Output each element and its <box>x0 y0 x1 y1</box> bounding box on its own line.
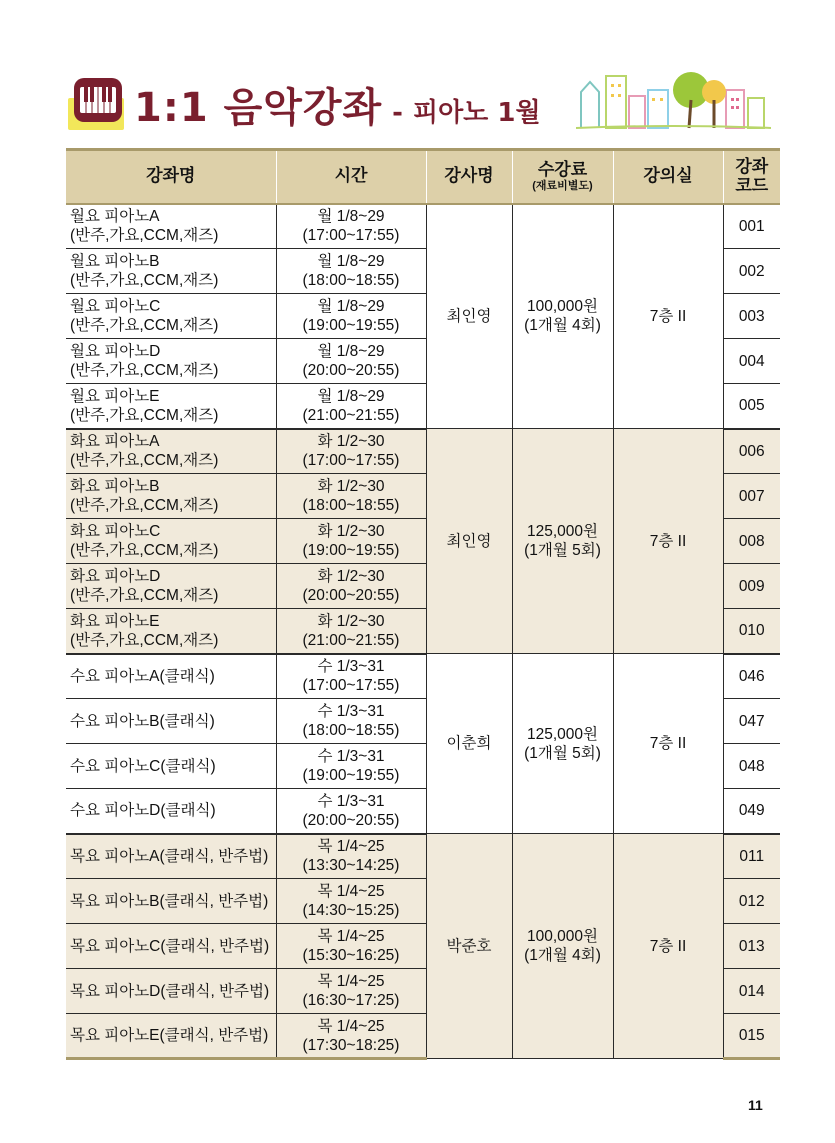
course-code: 003 <box>723 294 780 339</box>
course-name: 수요 피아노D(클래식) <box>70 802 216 820</box>
classroom: 7층 II <box>649 735 687 752</box>
column-header-fee <box>512 150 613 204</box>
course-hours: (21:00~21:55) <box>302 406 400 424</box>
course-dates: 월 1/8~29 <box>317 343 385 360</box>
course-name-cell <box>66 789 276 834</box>
course-name: 화요 피아노E <box>70 612 160 630</box>
course-name: 월요 피아노D <box>70 343 161 360</box>
course-time-cell <box>276 564 426 609</box>
course-time-cell <box>276 339 426 384</box>
course-time-cell <box>276 924 426 969</box>
classroom-cell <box>613 429 723 654</box>
course-code: 048 <box>723 744 780 789</box>
course-fee: 100,000원 <box>526 928 598 945</box>
course-hours: (19:00~19:55) <box>302 542 400 559</box>
course-genre: (반주,가요,CCM,재즈) <box>70 631 219 649</box>
instructor-name-cell <box>426 834 512 1059</box>
course-time-cell <box>276 654 426 699</box>
course-dates: 월 1/8~29 <box>317 208 385 226</box>
course-time-cell <box>276 249 426 294</box>
course-fee-note: (1개월 4회) <box>524 317 601 335</box>
course-dates: 화 1/2~30 <box>317 478 385 495</box>
course-name-cell <box>66 699 276 744</box>
course-hours: (21:00~21:55) <box>302 631 400 649</box>
course-fee-note: (1개월 5회) <box>524 744 601 762</box>
classroom-cell <box>613 834 723 1059</box>
piano-keys-icon <box>74 78 122 122</box>
course-name: 화요 피아노C <box>70 523 161 540</box>
course-hours: (17:30~18:25) <box>302 1036 400 1054</box>
course-time-cell <box>276 789 426 834</box>
course-hours: (13:30~14:25) <box>302 857 400 875</box>
title-sub: 피아노 1월 <box>412 98 541 128</box>
instructor-name: 최인영 <box>446 532 492 550</box>
course-name-cell <box>66 204 276 249</box>
classroom: 7층 II <box>649 937 687 955</box>
instructor-name: 최인영 <box>446 307 492 325</box>
course-code: 013 <box>723 924 780 969</box>
column-header-instructor: 강사명 <box>426 150 512 204</box>
course-name-cell <box>66 969 276 1014</box>
course-fee-note: (1개월 5회) <box>524 542 601 559</box>
course-time-cell <box>276 294 426 339</box>
course-dates: 월 1/8~29 <box>317 298 385 315</box>
course-code: 015 <box>723 1014 780 1059</box>
course-time-cell <box>276 429 426 474</box>
course-name: 월요 피아노C <box>70 298 161 315</box>
classroom: 7층 II <box>649 532 687 550</box>
course-fee: 100,000원 <box>526 298 598 316</box>
code-header-label: 강좌 <box>735 157 769 177</box>
classroom: 7층 II <box>649 307 687 325</box>
column-header-room: 강의실 <box>613 150 723 204</box>
course-time-cell <box>276 744 426 789</box>
course-hours: (18:00~18:55) <box>302 272 400 289</box>
course-code: 009 <box>723 564 780 609</box>
course-code: 047 <box>723 699 780 744</box>
course-fee-note: (1개월 4회) <box>524 947 601 964</box>
course-time-cell <box>276 609 426 654</box>
course-name: 화요 피아노D <box>70 568 161 585</box>
course-dates: 화 1/2~30 <box>317 433 385 451</box>
course-genre: (반주,가요,CCM,재즈) <box>70 406 219 424</box>
course-name: 수요 피아노C(클래식) <box>70 757 216 775</box>
course-hours: (16:30~17:25) <box>302 992 400 1009</box>
course-time-cell <box>276 834 426 879</box>
course-name: 목요 피아노D(클래식, 반주법) <box>70 982 270 1000</box>
table-row <box>66 654 780 699</box>
table-body <box>66 204 780 1059</box>
course-name-cell <box>66 609 276 654</box>
course-dates: 목 1/4~25 <box>317 973 385 990</box>
course-name-cell <box>66 1014 276 1059</box>
course-fee-cell <box>512 654 613 834</box>
course-dates: 수 1/3~31 <box>317 658 385 676</box>
course-name-cell <box>66 879 276 924</box>
course-dates: 수 1/3~31 <box>317 748 385 765</box>
course-name-cell <box>66 564 276 609</box>
course-name-cell <box>66 654 276 699</box>
page-number: 11 <box>748 1097 763 1113</box>
course-code: 012 <box>723 879 780 924</box>
course-fee-cell <box>512 429 613 654</box>
course-name: 수요 피아노A(클래식) <box>70 667 215 685</box>
course-time-cell <box>276 519 426 564</box>
course-genre: (반주,가요,CCM,재즈) <box>70 452 219 470</box>
course-fee: 125,000원 <box>526 725 598 743</box>
course-time-cell <box>276 204 426 249</box>
course-code: 002 <box>723 249 780 294</box>
city-buildings-trees-illustration <box>576 70 771 130</box>
column-header-time: 시간 <box>276 150 426 204</box>
course-dates: 화 1/2~30 <box>317 612 385 630</box>
course-hours: (20:00~20:55) <box>302 587 400 604</box>
course-code: 004 <box>723 339 780 384</box>
course-dates: 월 1/8~29 <box>317 253 385 270</box>
course-name-cell <box>66 249 276 294</box>
course-code: 001 <box>723 204 780 249</box>
course-dates: 화 1/2~30 <box>317 568 385 585</box>
title-dash: - <box>392 98 403 128</box>
course-name-cell <box>66 429 276 474</box>
course-dates: 목 1/4~25 <box>317 1017 385 1035</box>
course-name-cell <box>66 744 276 789</box>
course-code: 007 <box>723 474 780 519</box>
course-table <box>66 148 780 1060</box>
course-hours: (14:30~15:25) <box>302 902 400 919</box>
fee-header-note: (재료비별도) <box>532 180 593 193</box>
course-code: 049 <box>723 789 780 834</box>
course-time-cell <box>276 474 426 519</box>
instructor-name-cell <box>426 204 512 429</box>
course-code: 010 <box>723 609 780 654</box>
course-dates: 목 1/4~25 <box>317 928 385 945</box>
course-time-cell <box>276 879 426 924</box>
course-name-cell <box>66 834 276 879</box>
course-genre: (반주,가요,CCM,재즈) <box>70 362 219 379</box>
course-genre: (반주,가요,CCM,재즈) <box>70 317 219 334</box>
course-hours: (15:30~16:25) <box>302 947 400 964</box>
course-name-cell <box>66 519 276 564</box>
course-name: 수요 피아노B(클래식) <box>70 712 215 730</box>
course-fee-cell <box>512 204 613 429</box>
instructor-name: 박준호 <box>446 937 492 955</box>
course-name: 목요 피아노C(클래식, 반주법) <box>70 937 270 955</box>
course-time-cell <box>276 969 426 1014</box>
course-hours: (18:00~18:55) <box>302 497 400 514</box>
table-header-row <box>66 150 780 204</box>
course-genre: (반주,가요,CCM,재즈) <box>70 542 219 559</box>
course-hours: (17:00~17:55) <box>302 452 400 470</box>
course-name: 목요 피아노E(클래식, 반주법) <box>70 1027 269 1044</box>
course-name-cell <box>66 294 276 339</box>
table-row <box>66 834 780 879</box>
course-time-cell <box>276 699 426 744</box>
table-row <box>66 429 780 474</box>
course-name-cell <box>66 384 276 429</box>
classroom-cell <box>613 204 723 429</box>
course-hours: (20:00~20:55) <box>302 362 400 379</box>
course-name-cell <box>66 339 276 384</box>
course-hours: (19:00~19:55) <box>302 317 400 334</box>
course-name: 목요 피아노B(클래식, 반주법) <box>70 892 269 910</box>
course-code: 046 <box>723 654 780 699</box>
course-dates: 화 1/2~30 <box>317 523 385 540</box>
course-dates: 수 1/3~31 <box>317 703 385 720</box>
course-code: 005 <box>723 384 780 429</box>
course-dates: 월 1/8~29 <box>317 387 385 405</box>
course-name-cell <box>66 924 276 969</box>
course-dates: 목 1/4~25 <box>317 883 385 900</box>
course-hours: (19:00~19:55) <box>302 767 400 784</box>
course-name: 화요 피아노A <box>70 433 160 451</box>
course-code: 014 <box>723 969 780 1014</box>
instructor-name: 이춘희 <box>446 735 492 752</box>
table-row <box>66 204 780 249</box>
course-code: 011 <box>723 834 780 879</box>
page-title <box>134 76 541 133</box>
instructor-name-cell <box>426 654 512 834</box>
course-fee-cell <box>512 834 613 1059</box>
course-code: 006 <box>723 429 780 474</box>
column-header-course-name: 강좌명 <box>66 150 276 204</box>
course-dates: 목 1/4~25 <box>317 838 385 856</box>
course-genre: (반주,가요,CCM,재즈) <box>70 227 219 245</box>
course-hours: (17:00~17:55) <box>302 677 400 695</box>
course-hours: (20:00~20:55) <box>302 811 400 829</box>
course-genre: (반주,가요,CCM,재즈) <box>70 587 219 604</box>
fee-header-label: 수강료 <box>537 160 588 180</box>
course-hours: (18:00~18:55) <box>302 722 400 739</box>
course-time-cell <box>276 384 426 429</box>
course-name: 화요 피아노B <box>70 478 160 495</box>
column-header-code <box>723 150 780 204</box>
course-genre: (반주,가요,CCM,재즈) <box>70 272 219 289</box>
classroom-cell <box>613 654 723 834</box>
course-name: 월요 피아노E <box>70 387 160 405</box>
course-genre: (반주,가요,CCM,재즈) <box>70 497 219 514</box>
code-header-label-2: 코드 <box>735 175 769 195</box>
course-hours: (17:00~17:55) <box>302 227 400 245</box>
course-time-cell <box>276 1014 426 1059</box>
title-main: 1:1 음악강좌 <box>134 85 383 131</box>
course-name-cell <box>66 474 276 519</box>
course-fee: 125,000원 <box>526 523 598 540</box>
instructor-name-cell <box>426 429 512 654</box>
course-name: 목요 피아노A(클래식, 반주법) <box>70 847 269 865</box>
page-header <box>64 68 770 130</box>
course-name: 월요 피아노B <box>70 253 160 270</box>
course-name: 월요 피아노A <box>70 208 160 226</box>
course-code: 008 <box>723 519 780 564</box>
course-dates: 수 1/3~31 <box>317 792 385 810</box>
